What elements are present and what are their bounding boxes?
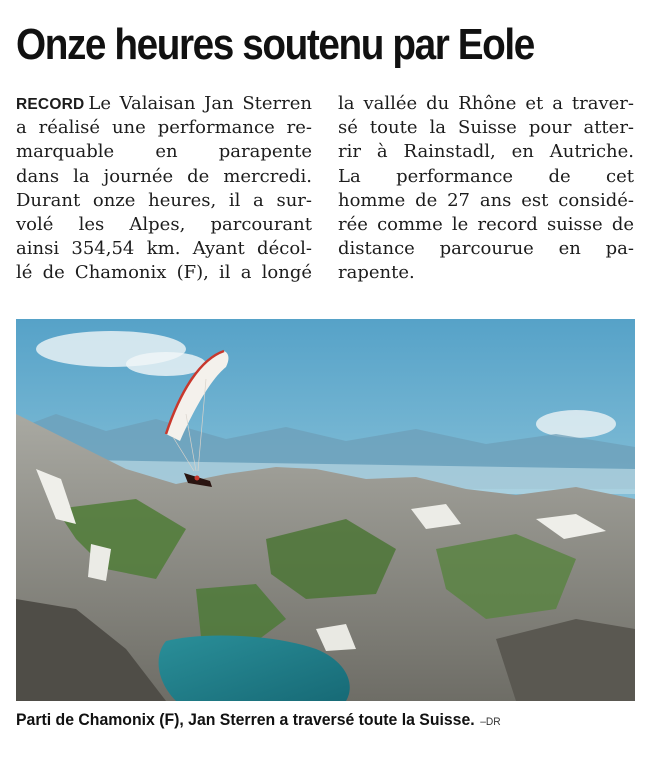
body-line: La performance de cet [338, 165, 634, 187]
body-line [16, 92, 312, 116]
body-line: distance parcourue en pa- [338, 238, 634, 260]
body-line: marquable en parapente [16, 141, 312, 163]
kicker: RECORD [16, 96, 85, 113]
cloud [536, 410, 616, 438]
body-line: a réalisé une performance re- [16, 117, 312, 139]
paraglider-pilot-detail [195, 476, 200, 481]
body-line: rapente. [338, 262, 415, 284]
body-line: Durant onze heures, il a sur- [16, 189, 312, 211]
caption-text: Parti de Chamonix (F), Jan Sterren a traversé toute la Suisse. [16, 710, 475, 729]
headline: Onze heures soutenu par Eole [16, 20, 534, 69]
body-line: lé de Chamonix (F), il a longé [16, 262, 312, 284]
article-column-left [16, 92, 312, 286]
cloud [126, 352, 206, 376]
body-line: ainsi 354,54 km. Ayant décol- [16, 238, 312, 260]
body-line: dans la journée de mercredi. [16, 165, 312, 187]
photo-caption [16, 709, 611, 733]
body-line: volé les Alpes, parcourant [16, 213, 312, 235]
photo-credit: –DR [480, 716, 501, 728]
body-line: sé toute la Suisse pour atter- [338, 117, 634, 139]
mountain-scene [16, 319, 635, 701]
body-line: la vallée du Rhône et a traver- [338, 93, 634, 114]
body-line-text: Le Valaisan Jan Sterren [88, 93, 312, 114]
body-line: rée comme le record suisse de [338, 213, 634, 235]
article-column-right [338, 92, 634, 286]
body-line: homme de 27 ans est considé- [338, 189, 634, 211]
article-photo [16, 319, 635, 701]
body-line: rir à Rainstadl, en Autriche. [338, 141, 634, 163]
